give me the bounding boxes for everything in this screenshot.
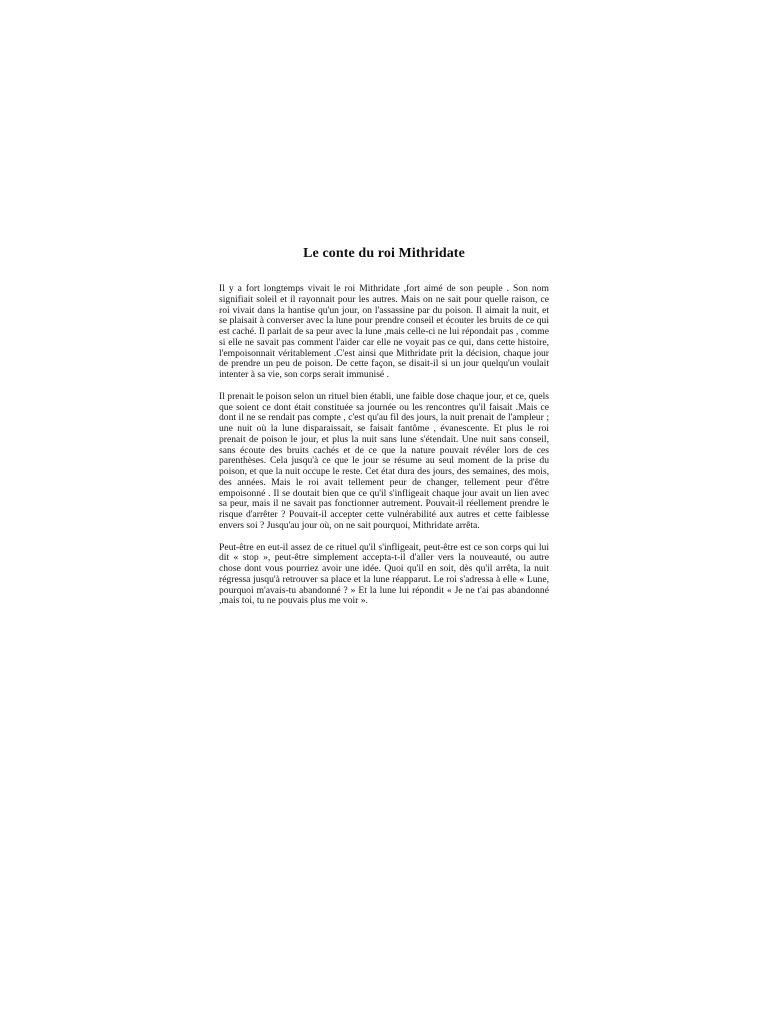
paragraph-3: Peut-être en eut-il assez de ce rituel qu'il s'infligeait, peut-être est ce son corps qui lui dit « stop », peut-être simplement accepta-t-il d'aller vers la nouveauté, ou autre chose dont vous pourriez avoir une idée. Quoi qu'il en soit, dès qu'il arrêta, la nuit régressa jusqu'à retrouver sa place et la lune réapparut. Le roi s'adressa à elle « Lune, pourquoi m'avais-tu abandonné ? » Et la lune lui répondit « Je ne t'ai pas abandonné ,mais toi, tu ne pouvais plus me voir ».: [219, 541, 549, 607]
paragraph-2: Il prenait le poison selon un rituel bien établi, une faible dose chaque jour, et ce, quels que soient ce dont était constituée sa journée ou les rencontres qu'il faisait .Mais ce dont il ne se rendait pas compte , c'est qu'au fil des jours, la nuit prenait de l'ampleur ; une nuit où la lune disparaissait, se faisait fantôme , évanescente. Et plus le roi prenait de poison le jour, et plus la nuit sans lune s'étendait. Une nuit sans conseil, sans écoute des bruits cachés et de ce que la nature pouvait révéler lors de ces parenthèses. Cela jusqu'à ce que le jour se résume au seul moment de la prise du poison, et que la nuit occupe le reste. Cet état dura des jours, des semaines, des mois, des années. Mais le roi avait tellement peur de changer, tellement peur d'être empoisonné . Il se doutait bien que ce qu'il s'infligeait chaque jour avait un lien avec sa peur, mais il ne savait pas fonctionner autrement. Pouvait-il réellement prendre le risque d'arrêter ? Pouvait-il accepter cette vulnérabilité aux autres et cette faiblesse envers soi ? Jusqu'au jour où, on ne sait pourquoi, Mithridate arrêta.: [219, 390, 549, 531]
document-title: Le conte du roi Mithridate: [303, 246, 465, 261]
paragraph-1: Il y a fort longtemps vivait le roi Mithridate ,fort aimé de son peuple . Son nom signifiait soleil et il rayonnait pour les autres. Mais on ne sait pour quelle raison, ce roi vivait dans la hantise qu'un jour, on l'assassine par du poison. Il aimait la nuit, et se plaisait à converser avec la lune pour prendre conseil et écouter les bruits de ce qui est caché. Il parlait de sa peur avec la lune ,mais celle-ci ne lui répondait pas , comme si elle ne savait pas comment l'aider car elle ne voyait pas ce qui, dans cette histoire, l'empoisonnait véritablement .C'est ainsi que Mithridate prit la décision, chaque jour de prendre un peu de poison. De cette façon, se disait-il si un jour quelqu'un voulait intenter à sa vie, son corps serait immunisé .: [219, 283, 549, 380]
document-body: [219, 284, 549, 618]
